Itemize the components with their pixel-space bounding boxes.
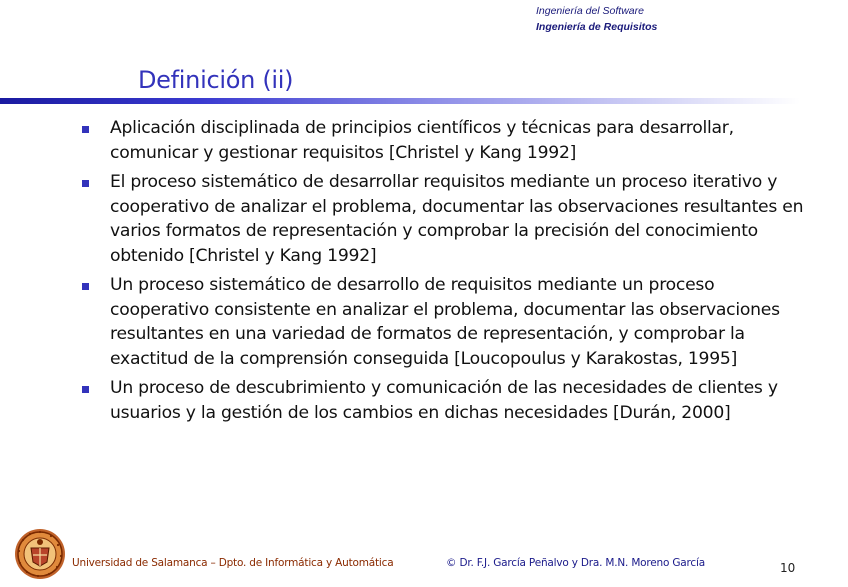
header-subject: Ingeniería de Requisitos [536, 21, 658, 33]
header-course-info [536, 3, 657, 35]
header-course: Ingeniería del Software [536, 5, 644, 17]
square-bullet-icon [82, 180, 89, 187]
bullet-text: Un proceso sistemático de desarrollo de requisitos mediante un proceso cooperativo consistente en analizar el problema, documentar las observaciones resultantes en una variedad de formatos de representación, y comprobar la exactitud de la comprensión conseguida [Loucopoulus y Karakostas, 1995] [110, 275, 780, 369]
bullet-item [76, 273, 816, 371]
bullet-text: Aplicación disciplinada de principios científicos y técnicas para desarrollar, comunicar y gestionar requisitos [Christel y Kang 1992] [110, 118, 734, 163]
bullet-text: Un proceso de descubrimiento y comunicación de las necesidades de clientes y usuarios y la gestión de los cambios en dichas necesidades [Durán, 2000] [110, 378, 778, 423]
square-bullet-icon [82, 386, 89, 393]
bullet-item [76, 376, 816, 425]
university-seal-icon [14, 528, 66, 580]
slide-title: Definición (ii) [138, 66, 294, 94]
bullet-item [76, 116, 816, 165]
title-underline-bar [0, 98, 800, 104]
square-bullet-icon [82, 126, 89, 133]
bullet-text: El proceso sistemático de desarrollar requisitos mediante un proceso iterativo y cooperativo de analizar el problema, documentar las observaciones resultantes en varios formatos de representación y comprobar la precisión del conocimiento obtenido [Christel y Kang 1992] [110, 172, 804, 266]
page-number: 10 [780, 561, 796, 575]
bullet-list [76, 116, 816, 430]
square-bullet-icon [82, 283, 89, 290]
footer-authors: © Dr. F.J. García Peñalvo y Dra. M.N. Moreno García [446, 557, 705, 569]
footer-institution: Universidad de Salamanca – Dpto. de Informática y Automática [72, 557, 394, 569]
bullet-item [76, 170, 816, 268]
